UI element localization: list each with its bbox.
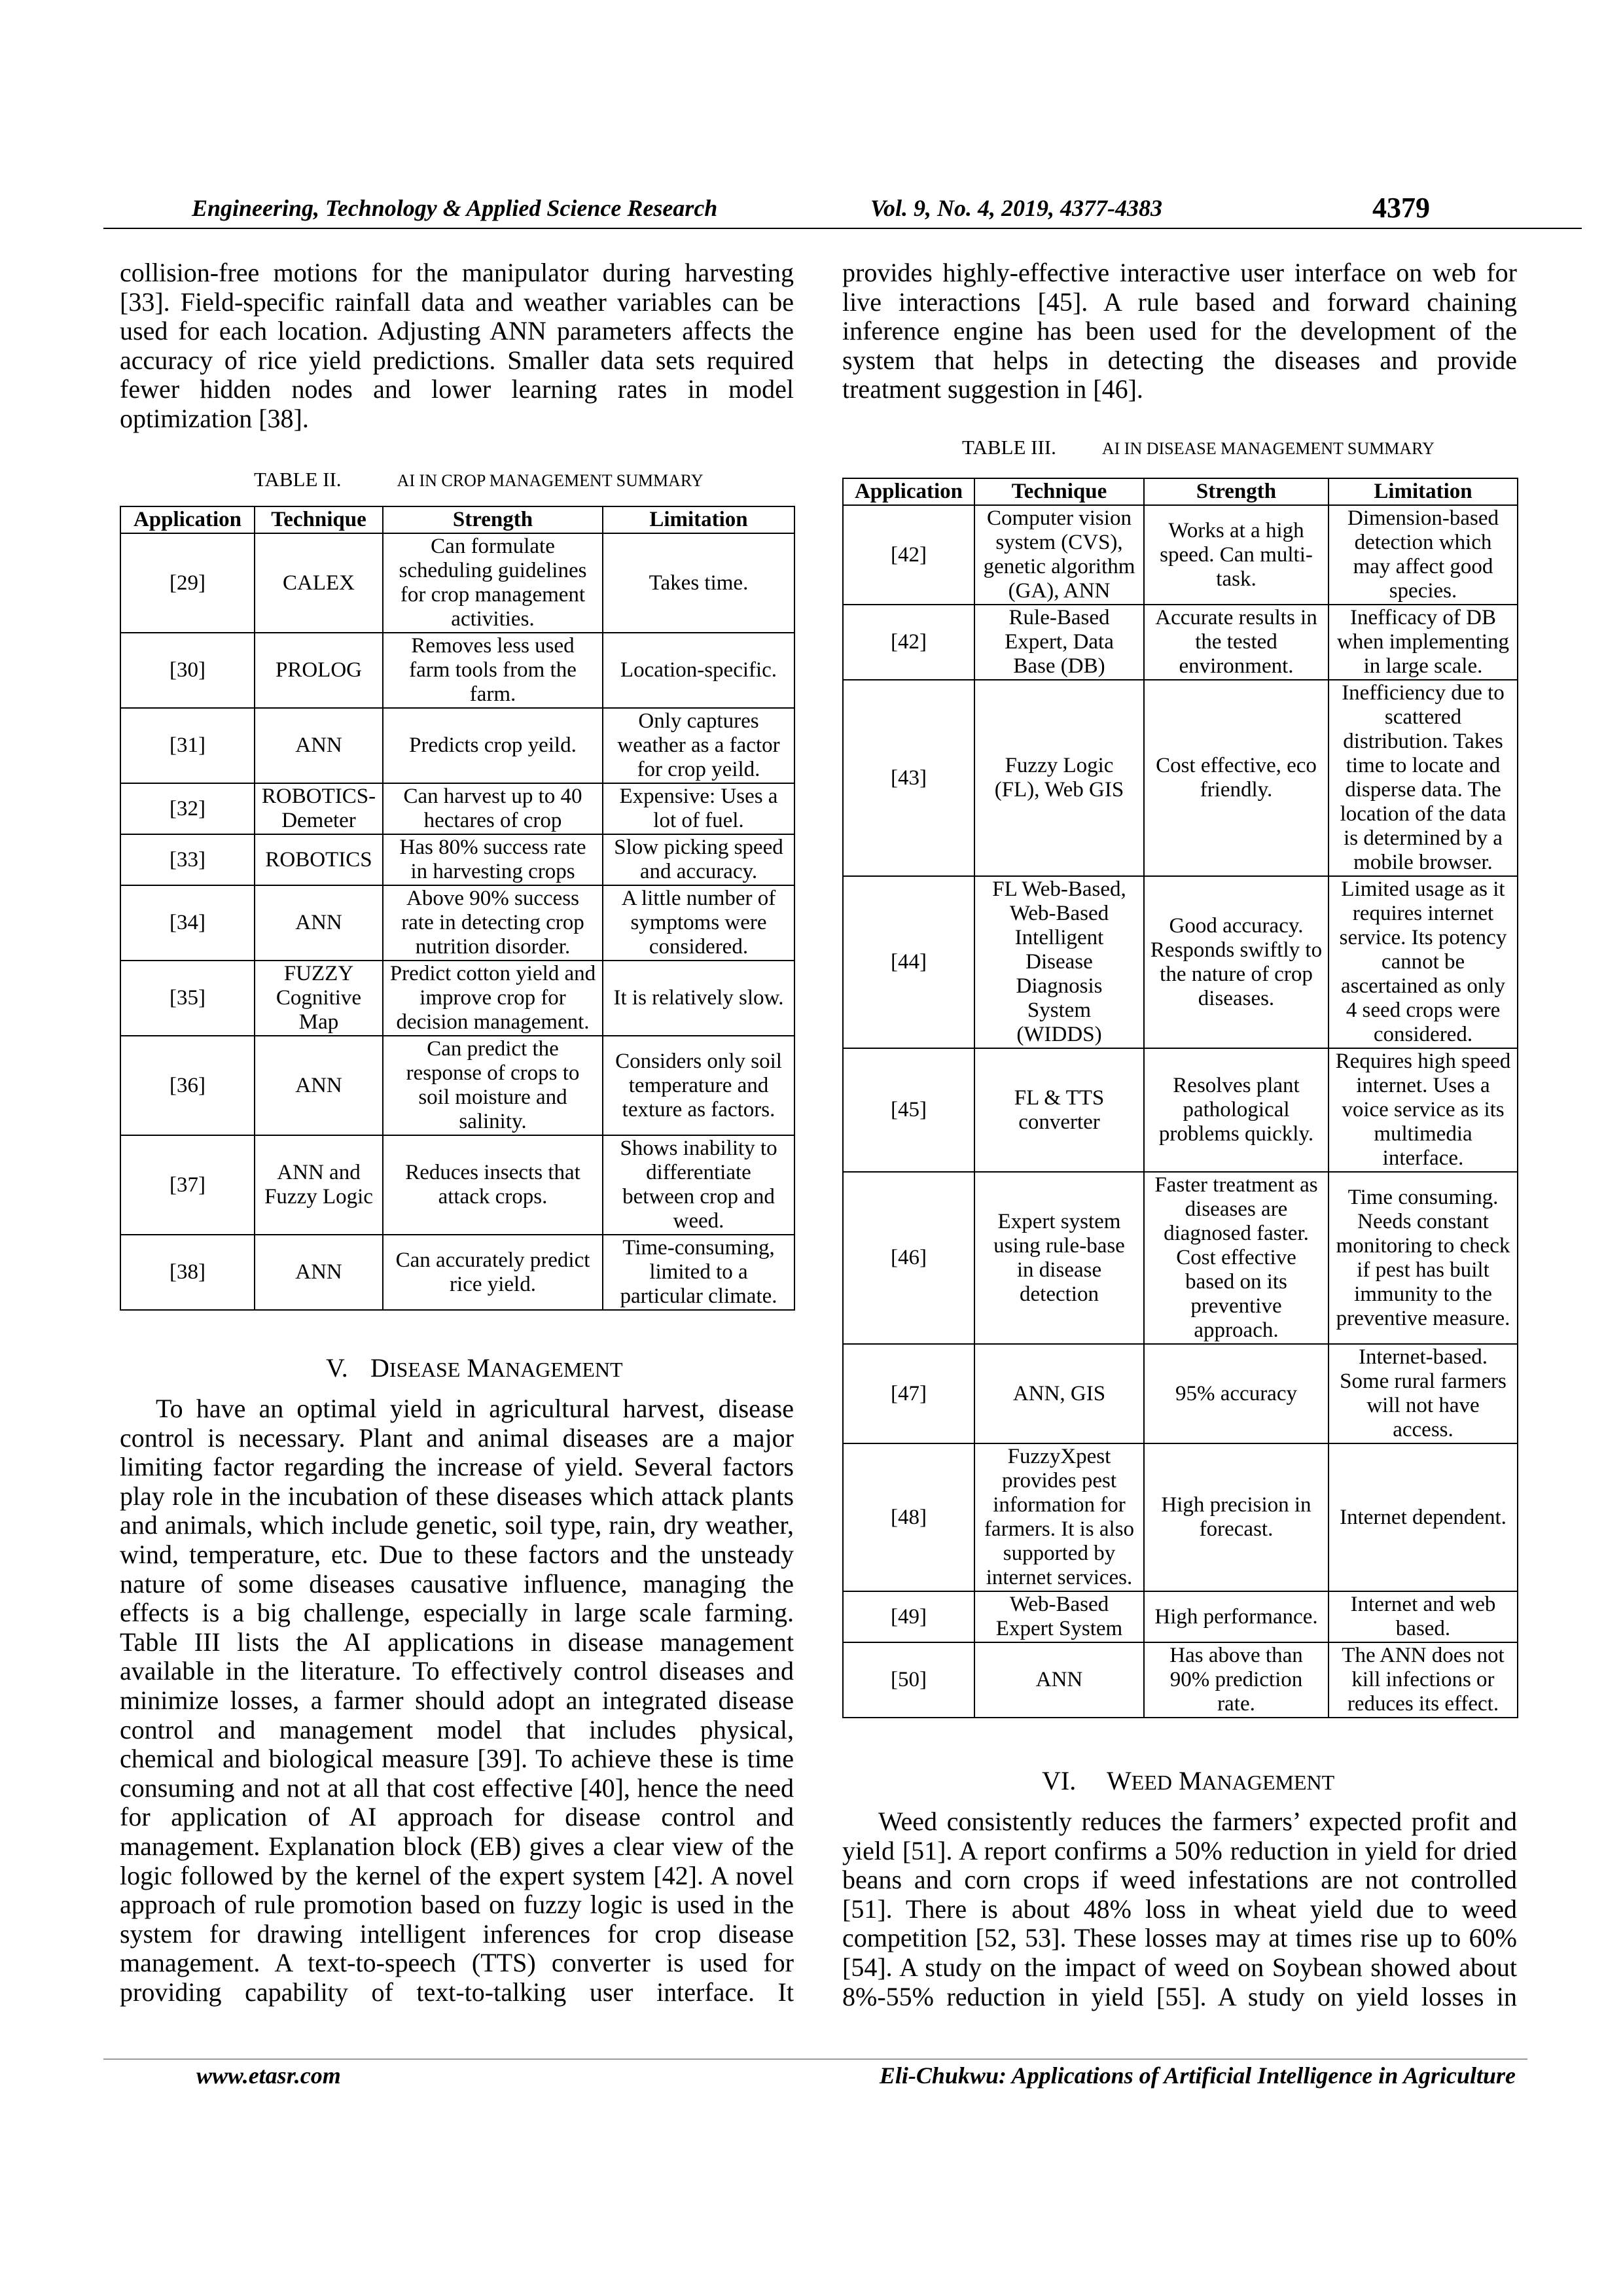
table-cell: Rule-Based Expert, Data Base (DB) <box>974 605 1144 680</box>
table-header-row <box>843 478 1518 505</box>
table-cell: Reduces insects that attack crops. <box>383 1135 603 1235</box>
section-title <box>370 1353 623 1383</box>
table-cell: Internet-based. Some rural farmers will not have access. <box>1329 1344 1518 1443</box>
table-row <box>843 505 1518 605</box>
table-cell: Shows inability to differentiate between crop and weed. <box>603 1135 794 1235</box>
table-cell: [46] <box>843 1172 974 1344</box>
journal-title: Engineering, Technology & Applied Science Research <box>192 195 718 221</box>
text-line: To have an optimal yield in agricultural harvest, disease <box>156 1394 794 1423</box>
table-row <box>843 1048 1518 1172</box>
text-line: Table III lists the AI applications in disease management <box>120 1627 794 1657</box>
table-cell: ROBOTICS- Demeter <box>255 783 383 834</box>
table-cell: FuzzyXpest provides pest information for farmers. It is also supported by internet services. <box>974 1443 1144 1591</box>
table-cell: [29] <box>120 533 255 633</box>
table-cell: Internet dependent. <box>1329 1443 1518 1591</box>
table-cell: CALEX <box>255 533 383 633</box>
section-number: V. <box>326 1353 348 1383</box>
text-line: optimization [38]. <box>120 404 309 433</box>
footer-rule <box>103 2058 1527 2060</box>
table-row <box>843 1443 1518 1591</box>
table-cell: Fuzzy Logic (FL), Web GIS <box>974 680 1144 876</box>
footer-website: www.etasr.com <box>196 2062 341 2089</box>
table-cell: [50] <box>843 1642 974 1718</box>
table-cell: Time consuming. Needs constant monitoring to check if pest has built immunity to the preventive measure. <box>1329 1172 1518 1344</box>
table-header-row <box>120 506 794 533</box>
text-line: nature of some diseases causative influence, managing the <box>120 1569 794 1598</box>
footer-citation: Eli-Chukwu: Applications of Artificial Intelligence in Agriculture <box>879 2062 1516 2089</box>
text-line: used for each location. Adjusting ANN parameters affects the <box>120 317 794 346</box>
text-line: effects is a big challenge, especially in large scale farming. <box>120 1598 794 1628</box>
table-header-cell: Technique <box>974 478 1144 505</box>
table-header-cell: Application <box>843 478 974 505</box>
table-cell: ANN and Fuzzy Logic <box>255 1135 383 1235</box>
text-line: accuracy of rice yield predictions. Smaller data sets required <box>120 345 794 375</box>
text-line: minimize losses, a farmer should adopt an integrated disease <box>120 1686 794 1715</box>
section-heading-weed-management <box>1042 1766 1334 1797</box>
table-cell: 95% accuracy <box>1144 1344 1329 1443</box>
table-cell: [48] <box>843 1443 974 1591</box>
table-cell: High performance. <box>1144 1591 1329 1642</box>
table-cell: [47] <box>843 1344 974 1443</box>
table-cell: FL & TTS converter <box>974 1048 1144 1172</box>
table-ii-caption <box>254 467 704 497</box>
table-cell: Takes time. <box>603 533 794 633</box>
text-line: chemical and biological measure [39]. To achieve these is time <box>120 1744 794 1774</box>
title-initial: M <box>467 1353 490 1383</box>
text-line: available in the literature. To effectively control diseases and <box>120 1657 794 1686</box>
page-number: 4379 <box>1372 192 1430 224</box>
table-body <box>843 505 1518 1718</box>
paragraph-continuation <box>842 258 1517 404</box>
table-cell: Good accuracy. Responds swiftly to the nature of crop diseases. <box>1144 876 1329 1048</box>
title-rest: ANAGEMENT <box>1202 1771 1335 1794</box>
table-cell: [36] <box>120 1036 255 1135</box>
table-cell: Can formulate scheduling guidelines for crop management activities. <box>383 533 603 633</box>
table-header-cell: Limitation <box>603 506 794 533</box>
table-cell: Location-specific. <box>603 633 794 708</box>
table-cell: ANN <box>255 1036 383 1135</box>
table-cell: Above 90% success rate in detecting crop nutrition disorder. <box>383 885 603 961</box>
text-line: management. Explanation block (EB) gives a clear view of the <box>120 1831 794 1861</box>
table-iii-caption <box>962 434 1435 465</box>
table-cell: Expensive: Uses a lot of fuel. <box>603 783 794 834</box>
table-cell: Web-Based Expert System <box>974 1591 1144 1642</box>
table-row <box>843 605 1518 680</box>
table-cell: [43] <box>843 680 974 876</box>
table-header-cell: Strength <box>383 506 603 533</box>
text-line: wind, temperature, etc. Due to these factors and the unsteady <box>120 1540 794 1569</box>
table-cell: Faster treatment as diseases are diagnosed faster. Cost effective based on its preventive approach. <box>1144 1172 1329 1344</box>
table-row <box>843 1642 1518 1718</box>
text-line: system for drawing intelligent inferences for crop disease <box>120 1919 794 1949</box>
table-row <box>843 1344 1518 1443</box>
text-line: inference engine has been used for the development of the <box>842 317 1517 346</box>
table-row <box>120 1235 794 1310</box>
text-line: play role in the incubation of these diseases which attack plants <box>120 1481 794 1511</box>
table-cell: Has above than 90% prediction rate. <box>1144 1642 1329 1718</box>
table-cell: Time-consuming, limited to a particular climate. <box>603 1235 794 1310</box>
table-cell: [42] <box>843 605 974 680</box>
table-cell: Cost effective, eco friendly. <box>1144 680 1329 876</box>
table-cell: Inefficacy of DB when implementing in large scale. <box>1329 605 1518 680</box>
text-line: [54]. A study on the impact of weed on Soybean showed about <box>842 1952 1517 1982</box>
table-row <box>120 961 794 1036</box>
table-row <box>120 885 794 961</box>
text-line: Weed consistently reduces the farmers’ expected profit and <box>878 1807 1517 1836</box>
table-row <box>120 1135 794 1235</box>
table-row <box>120 834 794 885</box>
table-cell: Dimension-based detection which may affect good species. <box>1329 505 1518 605</box>
table-cell: Inefficiency due to scattered distribution. Takes time to locate and disperse data. The location of the data is determined by a mobile browser. <box>1329 680 1518 876</box>
table-row <box>843 680 1518 876</box>
text-line: beans and corn crops if weed infestations are not controlled <box>842 1865 1517 1895</box>
title-rest: EED <box>1131 1771 1172 1794</box>
header-rule <box>103 228 1582 229</box>
text-line: system that helps in detecting the diseases and provide <box>842 345 1517 375</box>
table-cell: [30] <box>120 633 255 708</box>
text-line: providing capability of text-to-talking user interface. It <box>120 1977 794 2007</box>
table-row <box>120 783 794 834</box>
table-cell: Removes less used farm tools from the farm. <box>383 633 603 708</box>
volume-info: Vol. 9, No. 4, 2019, 4377-4383 <box>870 195 1163 221</box>
text-line: control is necessary. Plant and animal diseases are a major <box>120 1423 794 1453</box>
table-cell: Resolves plant pathological problems quickly. <box>1144 1048 1329 1172</box>
table-cell: Slow picking speed and accuracy. <box>603 834 794 885</box>
table-title: AI IN CROP MANAGEMENT SUMMARY <box>397 471 704 490</box>
table-cell: Has 80% success rate in harvesting crops <box>383 834 603 885</box>
table-row <box>120 633 794 708</box>
table-cell: [44] <box>843 876 974 1048</box>
table-cell: Predicts crop yeild. <box>383 708 603 783</box>
table-cell: Limited usage as it requires internet service. Its potency cannot be ascertained as only 4 seed crops were considered. <box>1329 876 1518 1048</box>
table-iii-disease-management <box>842 478 1518 1718</box>
table-header-cell: Technique <box>255 506 383 533</box>
paragraph-continuation <box>120 258 794 434</box>
table-header-cell: Strength <box>1144 478 1329 505</box>
table-cell: ROBOTICS <box>255 834 383 885</box>
title-rest: ISEASE <box>389 1358 461 1381</box>
table-cell: FL Web-Based, Web-Based Intelligent Disease Diagnosis System (WIDDS) <box>974 876 1144 1048</box>
text-line: management. A text-to-speech (TTS) converter is used for <box>120 1949 794 1978</box>
table-row <box>120 1036 794 1135</box>
table-cell: Computer vision system (CVS), genetic algorithm (GA), ANN <box>974 505 1144 605</box>
title-rest: ANAGEMENT <box>490 1358 623 1381</box>
table-cell: ANN <box>255 708 383 783</box>
table-row <box>120 708 794 783</box>
text-line: approach of rule promotion based on fuzzy logic is used in the <box>120 1890 794 1920</box>
table-cell: Works at a high speed. Can multi- task. <box>1144 505 1329 605</box>
table-cell: [33] <box>120 834 255 885</box>
title-initial: M <box>1178 1766 1202 1795</box>
table-cell: ANN <box>974 1642 1144 1718</box>
text-line: control and management model that includes physical, <box>120 1715 794 1744</box>
table-cell: [45] <box>843 1048 974 1172</box>
table-cell: It is relatively slow. <box>603 961 794 1036</box>
section-number: VI. <box>1042 1766 1077 1795</box>
text-line: fewer hidden nodes and lower learning rates in model <box>120 375 794 404</box>
table-cell: Expert system using rule-base in disease detection <box>974 1172 1144 1344</box>
table-row <box>843 876 1518 1048</box>
table-cell: Accurate results in the tested environment. <box>1144 605 1329 680</box>
table-cell: [37] <box>120 1135 255 1235</box>
table-ii-crop-management <box>120 506 795 1311</box>
table-cell: Requires high speed internet. Uses a voice service as its multimedia interface. <box>1329 1048 1518 1172</box>
table-cell: [31] <box>120 708 255 783</box>
table-cell: Can harvest up to 40 hectares of crop <box>383 783 603 834</box>
table-cell: ANN, GIS <box>974 1344 1144 1443</box>
table-cell: Predict cotton yield and improve crop for decision management. <box>383 961 603 1036</box>
table-cell: [34] <box>120 885 255 961</box>
table-title: AI IN DISEASE MANAGEMENT SUMMARY <box>1101 439 1435 458</box>
table-cell: [38] <box>120 1235 255 1310</box>
table-cell: [49] <box>843 1591 974 1642</box>
table-cell: ANN <box>255 1235 383 1310</box>
table-label: TABLE III. <box>962 436 1056 459</box>
table-header-cell: Application <box>120 506 255 533</box>
table-cell: Internet and web based. <box>1329 1591 1518 1642</box>
table-cell: [35] <box>120 961 255 1036</box>
text-line: live interactions [45]. A rule based and forward chaining <box>842 287 1517 317</box>
text-line: provides highly-effective interactive user interface on web for <box>842 258 1517 287</box>
text-line: [51]. There is about 48% loss in wheat yield due to weed <box>842 1894 1517 1924</box>
paragraph-weed-management <box>842 1807 1517 2011</box>
table-row <box>843 1591 1518 1642</box>
text-line: yield [51]. A report confirms a 50% reduction in yield for dried <box>842 1836 1517 1865</box>
text-line: for application of AI approach for disease control and <box>120 1803 794 1832</box>
text-line: and animals, which include genetic, soil type, rain, dry weather, <box>120 1511 794 1540</box>
table-label: TABLE II. <box>254 468 342 491</box>
table-cell: High precision in forecast. <box>1144 1443 1329 1591</box>
section-title <box>1107 1766 1334 1795</box>
table-body <box>120 533 794 1310</box>
text-line: limiting factor regarding the increase of yield. Several factors <box>120 1453 794 1482</box>
table-cell: A little number of symptoms were considered. <box>603 885 794 961</box>
table-cell: Can predict the response of crops to soil moisture and salinity. <box>383 1036 603 1135</box>
table-row <box>120 533 794 633</box>
text-line: competition [52, 53]. These losses may at times rise up to 60% <box>842 1924 1517 1953</box>
text-line: logic followed by the kernel of the expert system [42]. A novel <box>120 1861 794 1890</box>
title-initial: D <box>370 1353 389 1383</box>
table-row <box>843 1172 1518 1344</box>
table-cell: PROLOG <box>255 633 383 708</box>
text-line: [33]. Field-specific rainfall data and weather variables can be <box>120 287 794 317</box>
table-cell: The ANN does not kill infections or reduces its effect. <box>1329 1642 1518 1718</box>
table-cell: Only captures weather as a factor for crop yeild. <box>603 708 794 783</box>
section-heading-disease-management <box>326 1353 623 1385</box>
title-initial: W <box>1107 1766 1132 1795</box>
text-line: 8%-55% reduction in yield [55]. A study on yield losses in <box>842 1982 1517 2011</box>
table-cell: [42] <box>843 505 974 605</box>
table-cell: FUZZY Cognitive Map <box>255 961 383 1036</box>
table-cell: [32] <box>120 783 255 834</box>
table-cell: ANN <box>255 885 383 961</box>
table-cell: Can accurately predict rice yield. <box>383 1235 603 1310</box>
table-header-cell: Limitation <box>1329 478 1518 505</box>
text-line: treatment suggestion in [46]. <box>842 375 1143 404</box>
text-line: consuming and not at all that cost effective [40], hence the need <box>120 1773 794 1803</box>
paragraph-disease-management <box>120 1394 794 2007</box>
text-line: collision-free motions for the manipulator during harvesting <box>120 258 794 287</box>
table-cell: Considers only soil temperature and texture as factors. <box>603 1036 794 1135</box>
